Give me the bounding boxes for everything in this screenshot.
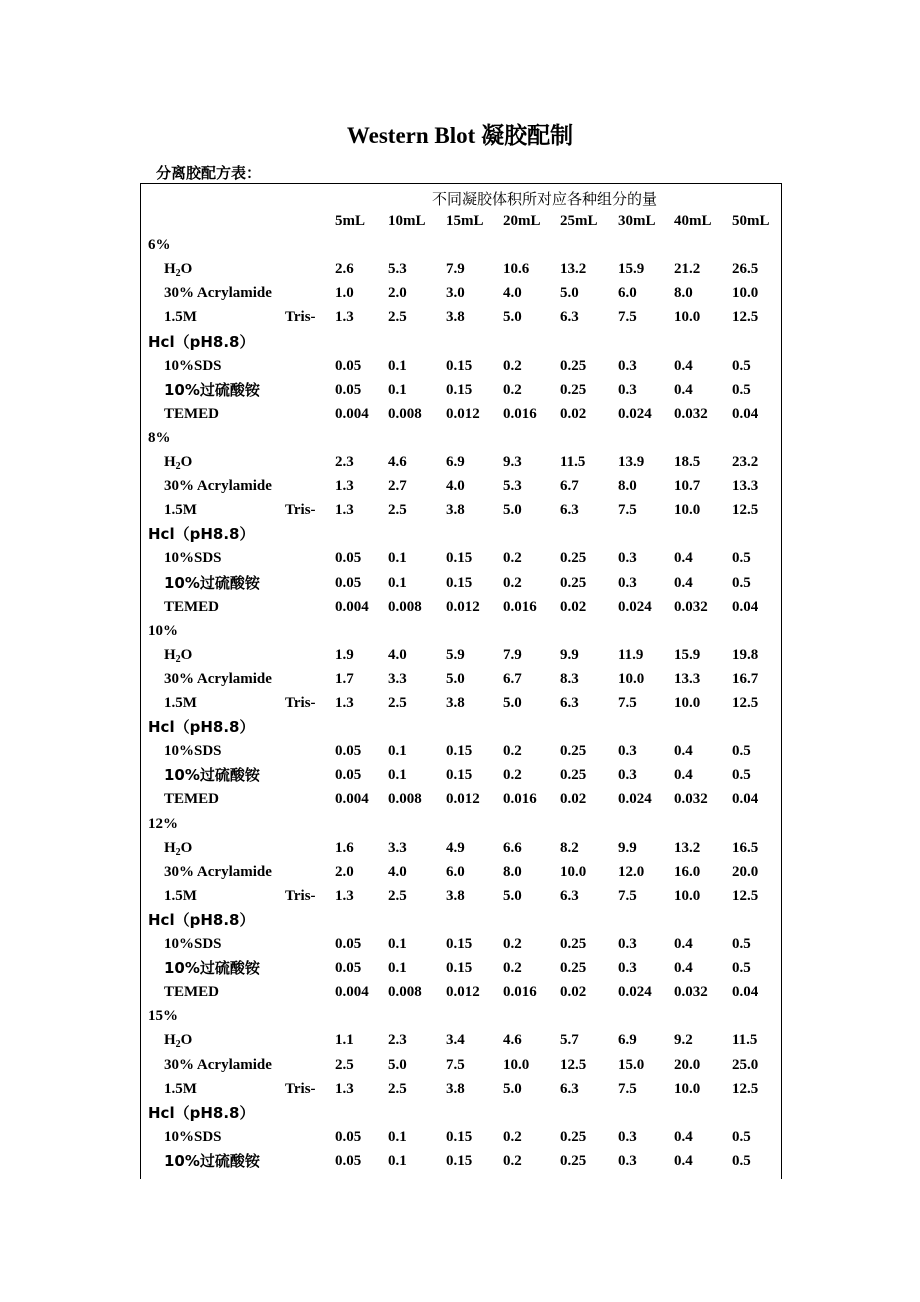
- temed-value: 0.012: [446, 984, 480, 1000]
- tris-value: 6.3: [560, 1081, 579, 1097]
- temed-value: 0.032: [674, 406, 708, 422]
- sds-value: 0.3: [618, 936, 637, 952]
- acrylamide-value: 2.5: [335, 1057, 354, 1073]
- sds-value: 0.3: [618, 743, 637, 759]
- sds-value: 0.5: [732, 358, 751, 374]
- sds-value: 0.2: [503, 550, 522, 566]
- temed-value: 0.02: [560, 984, 587, 1000]
- h2o-value: 7.9: [446, 261, 465, 277]
- acrylamide-value: 1.0: [335, 285, 354, 301]
- acrylamide-value: 4.0: [388, 864, 407, 880]
- acrylamide-value: 12.0: [618, 864, 645, 880]
- sds-value: 0.05: [335, 743, 362, 759]
- tris-value: 7.5: [618, 502, 637, 518]
- h2o-value: 4.9: [446, 840, 465, 856]
- sds-label: 10%SDS: [164, 1129, 222, 1145]
- h2o-value: 13.9: [618, 454, 645, 470]
- sds-value: 0.25: [560, 550, 587, 566]
- sds-value: 0.3: [618, 1129, 637, 1145]
- volume-header: 30mL: [618, 213, 656, 229]
- tris-label-concentration: 1.5M: [164, 888, 197, 904]
- temed-value: 0.02: [560, 599, 587, 615]
- acrylamide-value: 12.5: [560, 1057, 587, 1073]
- temed-value: 0.024: [618, 791, 652, 807]
- temed-value: 0.032: [674, 791, 708, 807]
- acrylamide-value: 5.0: [560, 285, 579, 301]
- acrylamide-value: 6.7: [503, 671, 522, 687]
- tris-label-name: Tris-: [285, 502, 316, 518]
- temed-value: 0.004: [335, 984, 369, 1000]
- sds-value: 0.15: [446, 550, 473, 566]
- temed-value: 0.024: [618, 599, 652, 615]
- h2o-value: 10.6: [503, 261, 530, 277]
- tris-value: 12.5: [732, 502, 759, 518]
- aps-value: 0.25: [560, 960, 587, 976]
- tris-label-ph: Hcl（pH8.8）: [148, 911, 255, 929]
- tris-value: 2.5: [388, 1081, 407, 1097]
- sds-label: 10%SDS: [164, 743, 222, 759]
- acrylamide-value: 8.0: [618, 478, 637, 494]
- tris-value: 5.0: [503, 1081, 522, 1097]
- tris-label-concentration: 1.5M: [164, 695, 197, 711]
- aps-value: 0.15: [446, 382, 473, 398]
- volume-header: 25mL: [560, 213, 598, 229]
- aps-value: 0.2: [503, 960, 522, 976]
- temed-value: 0.024: [618, 984, 652, 1000]
- aps-value: 0.4: [674, 575, 693, 591]
- aps-label: 10%过硫酸铵: [164, 766, 260, 784]
- aps-value: 0.05: [335, 1153, 362, 1169]
- aps-value: 0.4: [674, 1153, 693, 1169]
- acrylamide-value: 13.3: [674, 671, 701, 687]
- aps-value: 0.1: [388, 382, 407, 398]
- temed-value: 0.02: [560, 406, 587, 422]
- tris-label-name: Tris-: [285, 1081, 316, 1097]
- aps-value: 0.3: [618, 960, 637, 976]
- sds-value: 0.15: [446, 1129, 473, 1145]
- acrylamide-value: 10.7: [674, 478, 701, 494]
- sds-value: 0.1: [388, 358, 407, 374]
- aps-value: 0.25: [560, 1153, 587, 1169]
- sds-value: 0.4: [674, 1129, 693, 1145]
- acrylamide-value: 20.0: [732, 864, 759, 880]
- tris-value: 10.0: [674, 888, 701, 904]
- aps-value: 0.2: [503, 767, 522, 783]
- aps-value: 0.5: [732, 1153, 751, 1169]
- aps-value: 0.05: [335, 382, 362, 398]
- aps-value: 0.5: [732, 382, 751, 398]
- sds-label: 10%SDS: [164, 550, 222, 566]
- h2o-value: 6.9: [618, 1032, 637, 1048]
- temed-value: 0.02: [560, 791, 587, 807]
- temed-value: 0.032: [674, 599, 708, 615]
- acrylamide-value: 25.0: [732, 1057, 759, 1073]
- h2o-value: 8.2: [560, 840, 579, 856]
- h2o-value: 2.3: [388, 1032, 407, 1048]
- temed-value: 0.032: [674, 984, 708, 1000]
- tris-value: 7.5: [618, 1081, 637, 1097]
- aps-value: 0.15: [446, 575, 473, 591]
- tris-value: 2.5: [388, 888, 407, 904]
- temed-value: 0.016: [503, 406, 537, 422]
- h2o-value: 2.6: [335, 261, 354, 277]
- acrylamide-label: 30% Acrylamide: [164, 285, 272, 301]
- tris-value: 7.5: [618, 888, 637, 904]
- aps-value: 0.25: [560, 382, 587, 398]
- temed-value: 0.012: [446, 406, 480, 422]
- tris-label-ph: Hcl（pH8.8）: [148, 1104, 255, 1122]
- tris-value: 6.3: [560, 695, 579, 711]
- h2o-value: 9.3: [503, 454, 522, 470]
- tris-value: 1.3: [335, 502, 354, 518]
- temed-value: 0.04: [732, 984, 759, 1000]
- temed-value: 0.008: [388, 599, 422, 615]
- aps-value: 0.4: [674, 960, 693, 976]
- h2o-value: 1.6: [335, 840, 354, 856]
- acrylamide-label: 30% Acrylamide: [164, 864, 272, 880]
- aps-value: 0.1: [388, 767, 407, 783]
- h2o-value: 9.2: [674, 1032, 693, 1048]
- tris-value: 2.5: [388, 502, 407, 518]
- temed-value: 0.012: [446, 599, 480, 615]
- sds-value: 0.25: [560, 358, 587, 374]
- h2o-value: 1.9: [335, 647, 354, 663]
- h2o-value: 7.9: [503, 647, 522, 663]
- tris-label-name: Tris-: [285, 695, 316, 711]
- volume-header: 15mL: [446, 213, 484, 229]
- tris-label-name: Tris-: [285, 309, 316, 325]
- acrylamide-value: 2.0: [335, 864, 354, 880]
- h2o-value: 23.2: [732, 454, 759, 470]
- aps-label: 10%过硫酸铵: [164, 574, 260, 592]
- aps-value: 0.3: [618, 382, 637, 398]
- h2o-label: $H_2O$: [164, 454, 193, 472]
- acrylamide-value: 3.0: [446, 285, 465, 301]
- aps-value: 0.15: [446, 767, 473, 783]
- temed-value: 0.04: [732, 791, 759, 807]
- tris-label-name: Tris-: [285, 888, 316, 904]
- h2o-value: 5.7: [560, 1032, 579, 1048]
- temed-label: TEMED: [164, 406, 220, 422]
- tris-value: 12.5: [732, 695, 759, 711]
- aps-value: 0.25: [560, 767, 587, 783]
- h2o-value: 5.3: [388, 261, 407, 277]
- tris-label-ph: Hcl（pH8.8）: [148, 333, 255, 351]
- h2o-value: 4.6: [388, 454, 407, 470]
- gel-percentage-label: 15%: [148, 1008, 178, 1024]
- aps-value: 0.4: [674, 382, 693, 398]
- acrylamide-value: 1.7: [335, 671, 354, 687]
- h2o-value: 4.6: [503, 1032, 522, 1048]
- gel-percentage-label: 6%: [148, 237, 171, 253]
- acrylamide-value: 5.0: [446, 671, 465, 687]
- h2o-value: 15.9: [674, 647, 701, 663]
- sds-value: 0.4: [674, 743, 693, 759]
- temed-label: TEMED: [164, 791, 220, 807]
- tris-value: 5.0: [503, 309, 522, 325]
- tris-value: 1.3: [335, 309, 354, 325]
- aps-value: 0.05: [335, 575, 362, 591]
- sds-value: 0.3: [618, 358, 637, 374]
- tris-label-concentration: 1.5M: [164, 502, 197, 518]
- tris-value: 1.3: [335, 888, 354, 904]
- acrylamide-value: 10.0: [503, 1057, 530, 1073]
- h2o-value: 1.1: [335, 1032, 354, 1048]
- acrylamide-value: 20.0: [674, 1057, 701, 1073]
- tris-value: 12.5: [732, 309, 759, 325]
- aps-value: 0.2: [503, 382, 522, 398]
- aps-label: 10%过硫酸铵: [164, 959, 260, 977]
- h2o-value: 13.2: [674, 840, 701, 856]
- tris-label-ph: Hcl（pH8.8）: [148, 525, 255, 543]
- gel-percentage-label: 10%: [148, 623, 178, 639]
- tris-label-ph: Hcl（pH8.8）: [148, 718, 255, 736]
- sds-value: 0.5: [732, 1129, 751, 1145]
- section-subtitle: 分离胶配方表：: [156, 164, 262, 182]
- h2o-value: 21.2: [674, 261, 701, 277]
- sds-label: 10%SDS: [164, 936, 222, 952]
- aps-value: 0.3: [618, 767, 637, 783]
- h2o-value: 11.5: [560, 454, 586, 470]
- acrylamide-value: 10.0: [618, 671, 645, 687]
- aps-value: 0.5: [732, 767, 751, 783]
- acrylamide-value: 16.0: [674, 864, 701, 880]
- aps-value: 0.15: [446, 1153, 473, 1169]
- tris-label-concentration: 1.5M: [164, 309, 197, 325]
- sds-value: 0.5: [732, 550, 751, 566]
- aps-value: 0.1: [388, 575, 407, 591]
- temed-value: 0.024: [618, 406, 652, 422]
- acrylamide-label: 30% Acrylamide: [164, 671, 272, 687]
- sds-label: 10%SDS: [164, 358, 222, 374]
- acrylamide-value: 1.3: [335, 478, 354, 494]
- acrylamide-label: 30% Acrylamide: [164, 1057, 272, 1073]
- temed-value: 0.016: [503, 599, 537, 615]
- acrylamide-value: 5.0: [388, 1057, 407, 1073]
- tris-value: 3.8: [446, 888, 465, 904]
- sds-value: 0.2: [503, 1129, 522, 1145]
- tris-value: 6.3: [560, 502, 579, 518]
- sds-value: 0.05: [335, 550, 362, 566]
- acrylamide-value: 8.3: [560, 671, 579, 687]
- h2o-value: 13.2: [560, 261, 587, 277]
- aps-value: 0.25: [560, 575, 587, 591]
- h2o-label: $H_2O$: [164, 261, 193, 279]
- h2o-value: 18.5: [674, 454, 701, 470]
- aps-value: 0.05: [335, 767, 362, 783]
- acrylamide-value: 13.3: [732, 478, 759, 494]
- h2o-label: $H_2O$: [164, 840, 193, 858]
- tris-value: 5.0: [503, 888, 522, 904]
- temed-value: 0.04: [732, 599, 759, 615]
- acrylamide-value: 10.0: [560, 864, 587, 880]
- aps-value: 0.1: [388, 1153, 407, 1169]
- h2o-value: 4.0: [388, 647, 407, 663]
- temed-value: 0.008: [388, 984, 422, 1000]
- acrylamide-value: 4.0: [446, 478, 465, 494]
- sds-value: 0.1: [388, 1129, 407, 1145]
- tris-value: 12.5: [732, 888, 759, 904]
- temed-value: 0.016: [503, 984, 537, 1000]
- temed-label: TEMED: [164, 984, 220, 1000]
- h2o-value: 9.9: [618, 840, 637, 856]
- acrylamide-value: 16.7: [732, 671, 759, 687]
- h2o-label: $H_2O$: [164, 647, 193, 665]
- volume-header: 5mL: [335, 213, 365, 229]
- sds-value: 0.1: [388, 743, 407, 759]
- temed-value: 0.008: [388, 791, 422, 807]
- sds-value: 0.05: [335, 936, 362, 952]
- tris-value: 5.0: [503, 695, 522, 711]
- temed-value: 0.012: [446, 791, 480, 807]
- sds-value: 0.15: [446, 743, 473, 759]
- gel-percentage-label: 8%: [148, 430, 171, 446]
- tris-value: 6.3: [560, 309, 579, 325]
- sds-value: 0.5: [732, 936, 751, 952]
- tris-value: 10.0: [674, 1081, 701, 1097]
- acrylamide-value: 2.7: [388, 478, 407, 494]
- h2o-value: 6.9: [446, 454, 465, 470]
- sds-value: 0.4: [674, 358, 693, 374]
- temed-label: TEMED: [164, 599, 220, 615]
- sds-value: 0.25: [560, 1129, 587, 1145]
- aps-label: 10%过硫酸铵: [164, 1152, 260, 1170]
- acrylamide-value: 5.3: [503, 478, 522, 494]
- tris-value: 5.0: [503, 502, 522, 518]
- sds-value: 0.2: [503, 936, 522, 952]
- tris-value: 7.5: [618, 695, 637, 711]
- tris-value: 6.3: [560, 888, 579, 904]
- tris-value: 12.5: [732, 1081, 759, 1097]
- aps-value: 0.2: [503, 575, 522, 591]
- volume-header: 50mL: [732, 213, 770, 229]
- acrylamide-value: 6.0: [446, 864, 465, 880]
- tris-label-concentration: 1.5M: [164, 1081, 197, 1097]
- sds-value: 0.3: [618, 550, 637, 566]
- sds-value: 0.2: [503, 743, 522, 759]
- sds-value: 0.2: [503, 358, 522, 374]
- h2o-value: 11.5: [732, 1032, 758, 1048]
- tris-value: 3.8: [446, 502, 465, 518]
- aps-value: 0.1: [388, 960, 407, 976]
- acrylamide-value: 8.0: [674, 285, 693, 301]
- sds-value: 0.25: [560, 936, 587, 952]
- tris-value: 2.5: [388, 695, 407, 711]
- h2o-value: 5.9: [446, 647, 465, 663]
- tris-value: 1.3: [335, 1081, 354, 1097]
- sds-value: 0.05: [335, 358, 362, 374]
- temed-value: 0.008: [388, 406, 422, 422]
- acrylamide-value: 6.7: [560, 478, 579, 494]
- sds-value: 0.05: [335, 1129, 362, 1145]
- tris-value: 7.5: [618, 309, 637, 325]
- tris-value: 10.0: [674, 502, 701, 518]
- h2o-value: 16.5: [732, 840, 759, 856]
- acrylamide-value: 8.0: [503, 864, 522, 880]
- temed-value: 0.004: [335, 599, 369, 615]
- h2o-value: 9.9: [560, 647, 579, 663]
- sds-value: 0.4: [674, 936, 693, 952]
- h2o-value: 19.8: [732, 647, 759, 663]
- table-caption: 不同凝胶体积所对应各种组分的量: [432, 190, 658, 208]
- sds-value: 0.4: [674, 550, 693, 566]
- page-title: Western Blot 凝胶配制: [346, 123, 574, 148]
- aps-value: 0.3: [618, 575, 637, 591]
- aps-value: 0.4: [674, 767, 693, 783]
- h2o-value: 3.3: [388, 840, 407, 856]
- h2o-value: 15.9: [618, 261, 645, 277]
- sds-value: 0.1: [388, 550, 407, 566]
- acrylamide-value: 10.0: [732, 285, 759, 301]
- volume-header: 40mL: [674, 213, 712, 229]
- aps-label: 10%过硫酸铵: [164, 381, 260, 399]
- tris-value: 3.8: [446, 695, 465, 711]
- aps-value: 0.05: [335, 960, 362, 976]
- sds-value: 0.15: [446, 936, 473, 952]
- gel-percentage-label: 12%: [148, 816, 178, 832]
- acrylamide-value: 15.0: [618, 1057, 645, 1073]
- tris-value: 1.3: [335, 695, 354, 711]
- h2o-value: 6.6: [503, 840, 522, 856]
- tris-value: 2.5: [388, 309, 407, 325]
- acrylamide-label: 30% Acrylamide: [164, 478, 272, 494]
- acrylamide-value: 4.0: [503, 285, 522, 301]
- aps-value: 0.5: [732, 575, 751, 591]
- temed-value: 0.004: [335, 791, 369, 807]
- aps-value: 0.2: [503, 1153, 522, 1169]
- temed-value: 0.004: [335, 406, 369, 422]
- aps-value: 0.3: [618, 1153, 637, 1169]
- acrylamide-value: 2.0: [388, 285, 407, 301]
- acrylamide-value: 6.0: [618, 285, 637, 301]
- h2o-label: $H_2O$: [164, 1032, 193, 1050]
- h2o-value: 26.5: [732, 261, 759, 277]
- tris-value: 3.8: [446, 1081, 465, 1097]
- acrylamide-value: 3.3: [388, 671, 407, 687]
- h2o-value: 11.9: [618, 647, 644, 663]
- tris-value: 10.0: [674, 695, 701, 711]
- volume-header: 20mL: [503, 213, 541, 229]
- sds-value: 0.5: [732, 743, 751, 759]
- aps-value: 0.15: [446, 960, 473, 976]
- temed-value: 0.016: [503, 791, 537, 807]
- sds-value: 0.25: [560, 743, 587, 759]
- sds-value: 0.1: [388, 936, 407, 952]
- acrylamide-value: 7.5: [446, 1057, 465, 1073]
- tris-value: 10.0: [674, 309, 701, 325]
- volume-header: 10mL: [388, 213, 426, 229]
- temed-value: 0.04: [732, 406, 759, 422]
- h2o-value: 3.4: [446, 1032, 465, 1048]
- sds-value: 0.15: [446, 358, 473, 374]
- aps-value: 0.5: [732, 960, 751, 976]
- tris-value: 3.8: [446, 309, 465, 325]
- h2o-value: 2.3: [335, 454, 354, 470]
